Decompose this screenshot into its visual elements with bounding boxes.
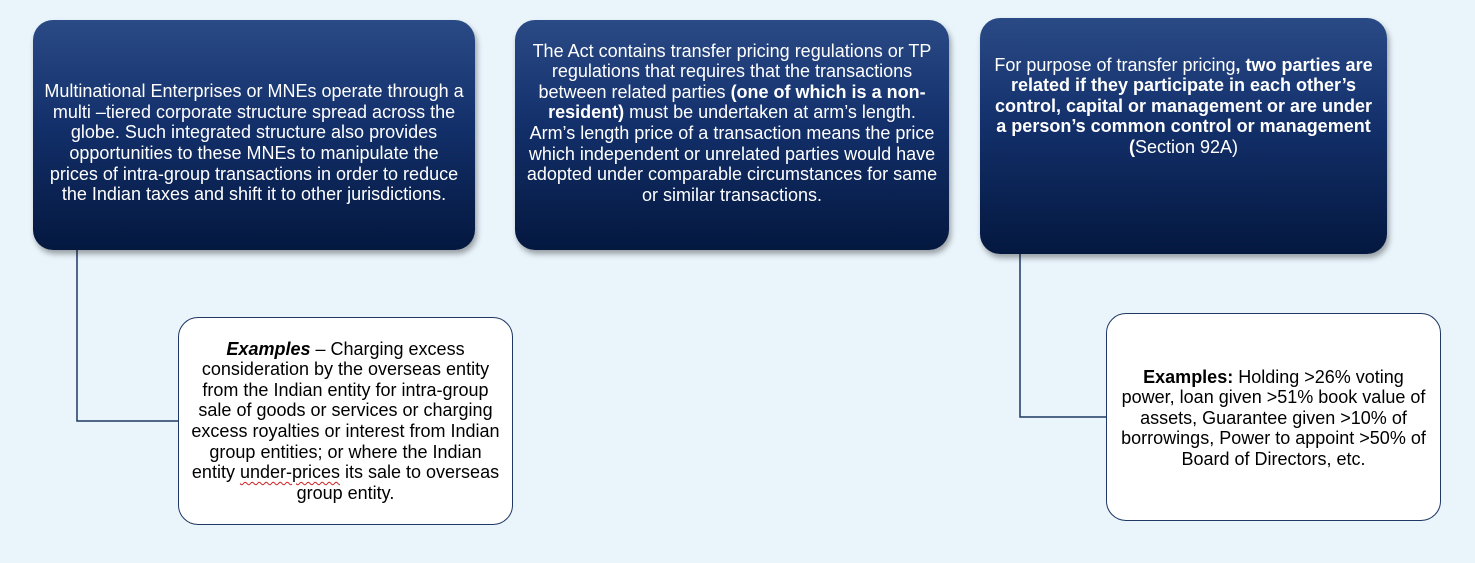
examples-mne-text: Examples – Charging excess consideration by the overseas entity from the Indian entity for intra-group sale of goods or services or charging excess royalties or interest from Indian group entities; or where the Indian entity under-prices its sale to overseas group entity.: [191, 338, 500, 503]
mne-overview-text: Multinational Enterprises or MNEs operate through a multi –tiered corporate structure spread across the globe. Such integrated structure also provides opportunities to these MNEs to manipulate the prices of intra-group transactions in order to reduce the Indian taxes and shift it to other jurisdictions.: [44, 81, 464, 205]
tp-regulations-box: [515, 20, 949, 250]
related-parties-text: For purpose of transfer pricing, two parties are related if they participate in each other’s control, capital or management or are under a person’s common control or management (Section 92A): [994, 54, 1373, 157]
tp-regulations-text: The Act contains transfer pricing regulations or TP regulations that requires that the transactions between related parties (one of which is a non-resident) must be undertaken at arm’s length. Arm’s length price of a transaction means the price which independent or unrelated parties would have adopted under comparable circumstances for same or similar transactions.: [526, 40, 938, 205]
connector-related-to-examples: [1020, 254, 1107, 417]
examples-related-text: Examples: Holding >26% voting power, loan given >51% book value of assets, Guarantee given >10% of borrowings, Power to appoint >50% of Board of Directors, etc.: [1121, 366, 1426, 469]
examples-mne-box: [178, 317, 513, 525]
examples-related-box: [1106, 313, 1441, 521]
mne-overview-box: [33, 20, 475, 250]
connector-mne-to-examples: [77, 250, 179, 421]
related-parties-box: [980, 18, 1387, 254]
